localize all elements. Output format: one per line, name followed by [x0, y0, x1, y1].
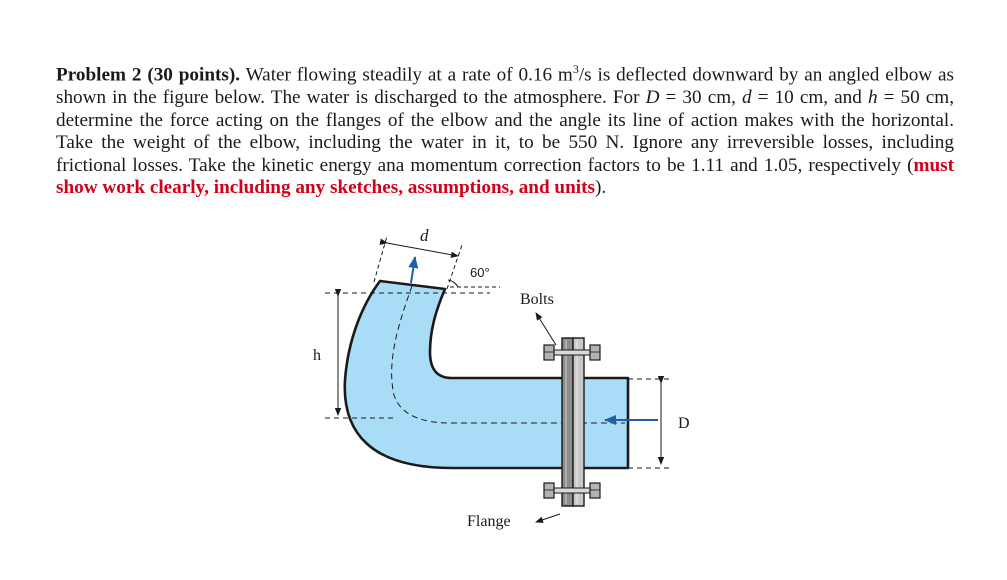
bolts-leader: [536, 313, 556, 345]
flange-leader: [536, 514, 560, 522]
label-d: d: [420, 226, 429, 245]
emphasis-text: must show work clearly, including any sketches, assumptions, and units: [56, 154, 954, 199]
problem-text-6: ).: [594, 177, 607, 199]
problem-text-4: = 10 cm, and: [751, 86, 868, 108]
d-extension-left: [374, 236, 387, 282]
var-h: h: [867, 86, 878, 108]
label-bolts: Bolts: [520, 291, 554, 308]
outlet-flow-arrow: [411, 257, 415, 283]
flange: [562, 338, 584, 506]
units-superscript: 3: [572, 62, 579, 76]
label-angle: 60°: [470, 265, 490, 280]
var-d: d: [742, 86, 752, 108]
problem-heading: Problem 2 (30 points).: [56, 64, 241, 86]
label-h: h: [313, 347, 321, 364]
problem-text-1: Water flowing steadily at a rate of 0.16 m: [240, 64, 573, 86]
var-D: D: [645, 86, 660, 108]
problem-text-2: /s is deflected downward by an angled elbow as shown in the figure below. The water is discharged to the atmosphere. For: [56, 64, 954, 108]
label-D: D: [678, 415, 690, 432]
problem-text-5: = 50 cm, determine the force acting on the flanges of the elbow and the angle its line of action makes with the horizontal. Take the weight of the elbow, including the water in it, to be 550 N. Ignore any irreversible losses, including frictional losses. Take the kinetic energy ana momentum correction factors to be 1.11 and 1.05, respectively (: [56, 86, 954, 176]
problem-text-3: = 30 cm,: [659, 86, 743, 108]
elbow-pipe: [345, 281, 628, 468]
label-flange: Flange: [467, 513, 511, 530]
